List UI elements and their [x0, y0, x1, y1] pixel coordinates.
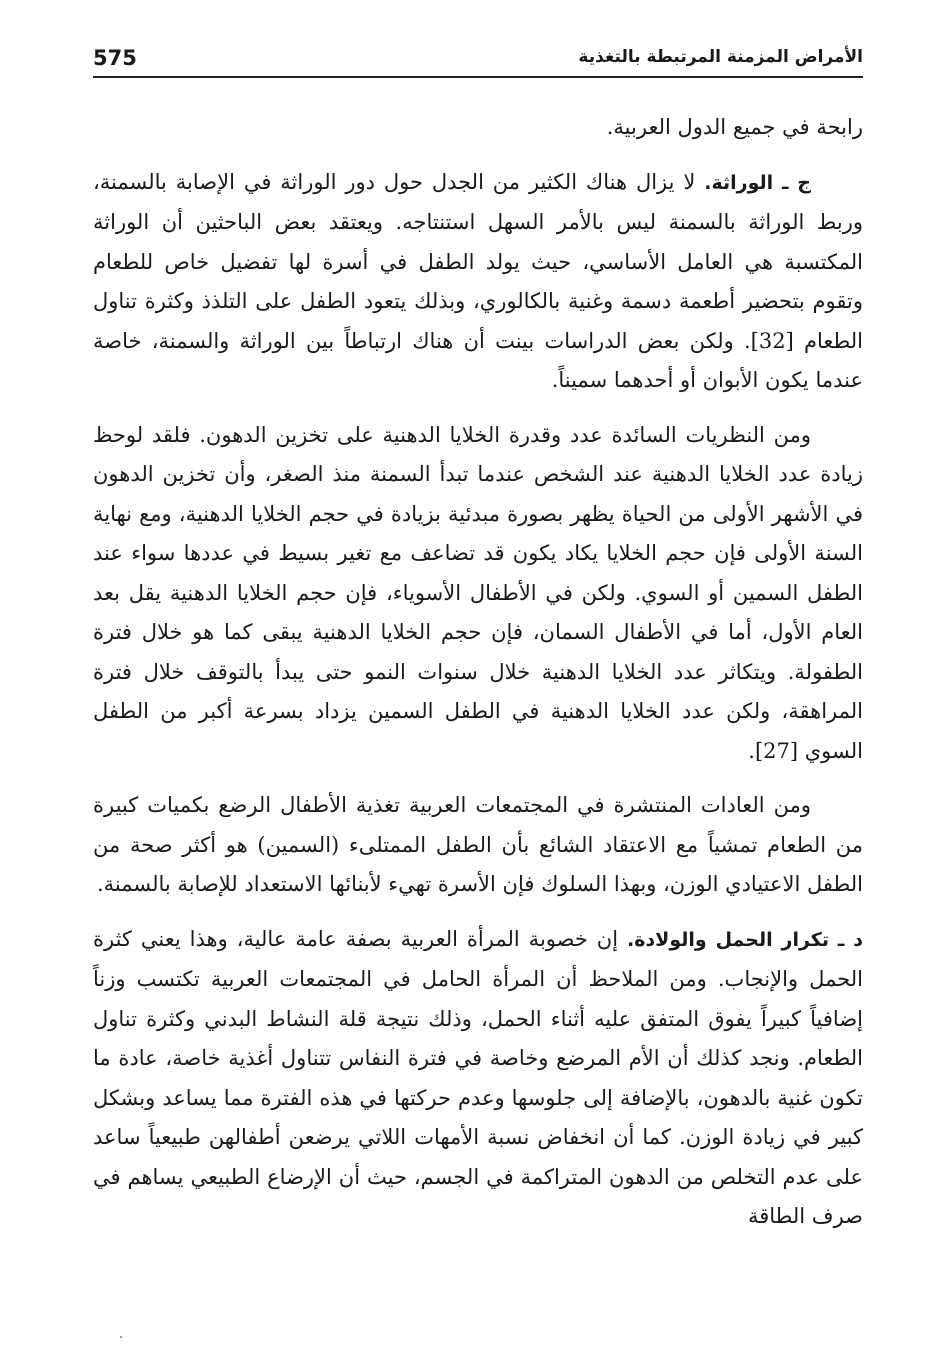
- header-rule: [93, 76, 863, 78]
- page-number: 575: [93, 46, 137, 70]
- running-header: [93, 38, 863, 78]
- scan-speck: [120, 1336, 122, 1338]
- section-heading-heredity: ج ـ الوراثة.: [704, 171, 811, 194]
- running-header-title: الأمراض المزمنة المرتبطة بالتغذية: [578, 47, 863, 67]
- paragraph-text: ومن النظريات السائدة عدد وقدرة الخلايا الدهنية على تخزين الدهون. فلقد لوحظ زيادة عدد الخلايا الدهنية عند الشخص عندما تبدأ السمنة منذ الصغر، وأن تخزين الدهون في الأشهر الأولى من الحياة يظهر بصورة مبدئية بزيادة في حجم الخلايا الدهنية، ومع نهاية السنة الأولى فإن حجم الخلايا يكاد يكون قد تضاعف مع تغير بسيط في عددها سواء عند الطفل السمين أو السوي. ولكن في الأطفال الأسوياء، فإن حجم الخلايا الدهنية يقل بعد العام الأول، أما في الأطفال السمان، فإن حجم الخلايا الدهنية يبقى كما هو خلال فترة الطفولة. ويتكاثر عدد الخلايا الدهنية خلال سنوات النمو حتى يبدأ بالتوقف خلال فترة المراهقة، ولكن عدد الخلايا الدهنية في الطفل السمين يزداد بسرعة أكبر من الطفل السوي [27].: [93, 422, 863, 763]
- paragraph-text: إن خصوبة المرأة العربية بصفة عامة عالية، وهذا يعني كثرة الحمل والإنجاب. ومن الملاحظ أن المرأة الحامل في المجتمعات العربية تكتسب وزناً إضافياً كبيراً يفوق المتفق عليه أثناء الحمل، وذلك نتيجة قلة النشاط البدني وكثرة تناول الطعام. ونجد كذلك أن الأم المرضع وخاصة في فترة النفاس تتناول أغذية خاصة، عادة ما تكون غنية بالدهون، بالإضافة إلى جلوسها وعدم حركتها في هذه الفترة مما يساعد وبشكل كبير في زيادة الوزن. كما أن انخفاض نسبة الأمهات اللاتي يرضعن أطفالهن طبيعياً ساعد على عدم التخلص من الدهون المتراكمة في الجسم، حيث أن الإرضاع الطبيعي يساهم في صرف الطاقة: [93, 926, 863, 1228]
- section-heading-pregnancy: د ـ تكرار الحمل والولادة.: [627, 928, 863, 951]
- paragraph-fat-cells: [93, 416, 863, 772]
- paragraph-text: رابحة في جميع الدول العربية.: [606, 115, 863, 139]
- paragraph-heredity: [93, 163, 863, 401]
- paragraph-pregnancy: [93, 920, 863, 1237]
- paragraph-text: لا يزال هناك الكثير من الجدل حول دور الوراثة في الإصابة بالسمنة، وربط الوراثة بالسمنة ليس بالأمر السهل استنتاجه. ويعتقد بعض الباحثين أن الوراثة المكتسبة هي العامل الأساسي، حيث يولد الطفل في أسرة لها تفضيل خاص للطعام وتقوم بتحضير أطعمة دسمة وغنية بالكالوري، وبذلك يتعود الطفل على التلذذ وكثرة تناول الطعام [32]. ولكن بعض الدراسات بينت أن هناك ارتباطاً بين الوراثة والسمنة، خاصة عندما يكون الأبوان أو أحدهما سميناً.: [93, 169, 864, 392]
- paragraph-infant-feeding: [93, 786, 863, 905]
- paragraph-continuation: [93, 108, 863, 148]
- paragraph-text: ومن العادات المنتشرة في المجتمعات العربية تغذية الأطفال الرضع بكميات كبيرة من الطعام تمشياً مع الاعتقاد الشائع بأن الطفل الممتلىء (السمين) هو أكثر صحة من الطفل الاعتيادي الوزن، وبهذا السلوك فإن الأسرة تهيء لأبنائها الاستعداد للإصابة بالسمنة.: [93, 793, 863, 896]
- body-text: [93, 108, 863, 1252]
